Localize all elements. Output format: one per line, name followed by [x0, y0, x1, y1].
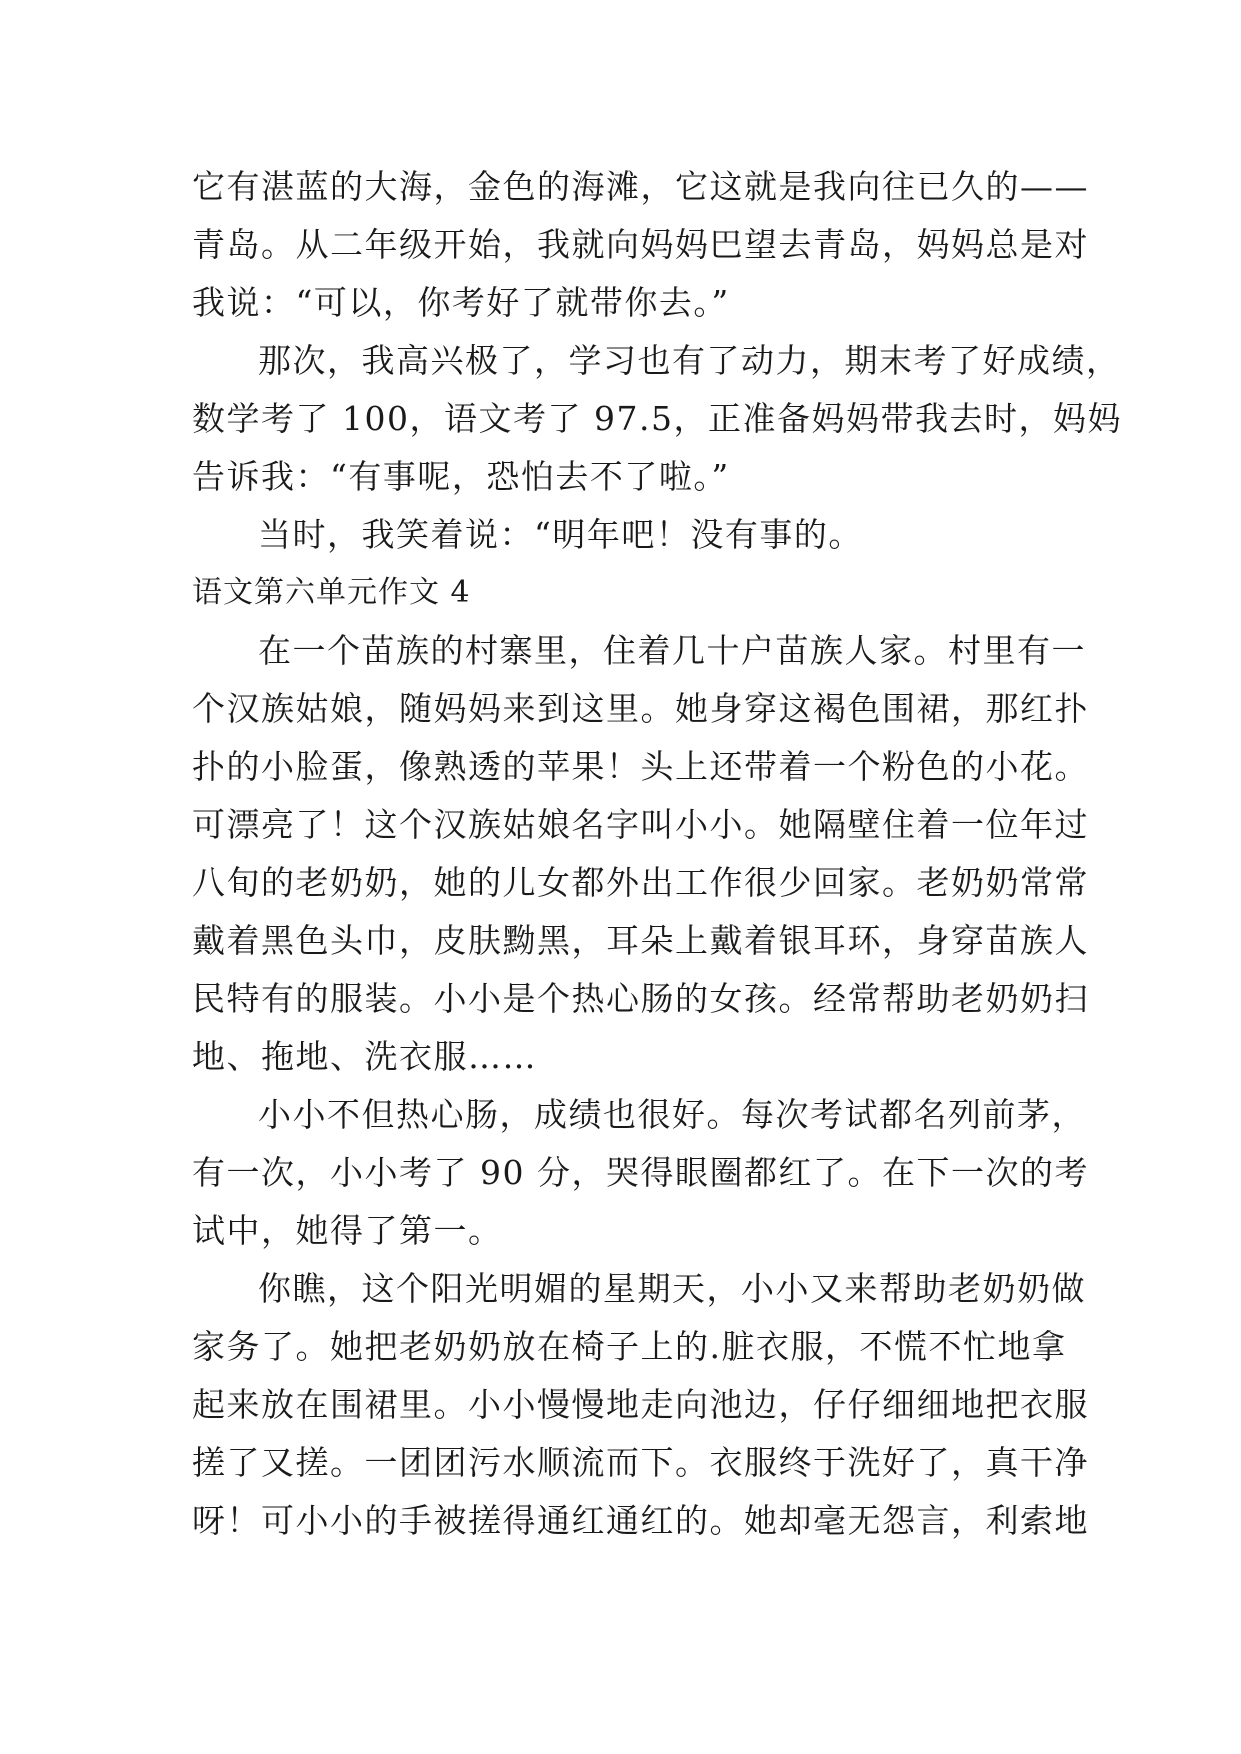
text-line: 搓了又搓。一团团污水顺流而下。衣服终于洗好了，真干净	[192, 1443, 1089, 1482]
text-line: 我说：“可以，你考好了就带你去。”	[192, 283, 730, 322]
section-heading: 语文第六单元作文 4	[192, 575, 471, 610]
paragraph-1	[192, 158, 1089, 332]
text-line: 戴着黑色头巾，皮肤黝黑，耳朵上戴着银耳环，身穿苗族人	[192, 921, 1089, 960]
document-body	[192, 158, 1122, 1550]
text-line: 个汉族姑娘，随妈妈来到这里。她身穿这褐色围裙，那红扑	[192, 689, 1089, 728]
text-line: 告诉我：“有事呢，恐怕去不了啦。”	[192, 457, 730, 496]
text-line: 那次，我高兴极了，学习也有了动力，期末考了好成绩，	[258, 341, 1121, 380]
text-line: 地、拖地、洗衣服……	[192, 1037, 537, 1076]
text-line: 当时，我笑着说：“明年吧！没有事的。	[258, 515, 863, 554]
text-line: 你瞧，这个阳光明媚的星期天，小小又来帮助老奶奶做	[258, 1269, 1086, 1308]
text-line: 家务了。她把老奶奶放在椅子上的.脏衣服，不慌不忙地拿	[192, 1327, 1067, 1366]
text-line: 起来放在围裙里。小小慢慢地走向池边，仔仔细细地把衣服	[192, 1385, 1089, 1424]
text-line: 可漂亮了！这个汉族姑娘名字叫小小。她隔壁住着一位年过	[192, 805, 1089, 844]
text-line: 试中，她得了第一。	[192, 1211, 503, 1250]
text-line: 在一个苗族的村寨里，住着几十户苗族人家。村里有一	[258, 631, 1086, 670]
text-line: 它有湛蓝的大海，金色的海滩，它这就是我向往已久的——	[192, 167, 1089, 206]
text-line: 数学考了 100，语文考了 97.5，正准备妈妈带我去时，妈妈	[192, 399, 1122, 438]
text-line: 扑的小脸蛋，像熟透的苹果！头上还带着一个粉色的小花。	[192, 747, 1089, 786]
paragraph-3	[192, 506, 1072, 564]
text-line: 民特有的服装。小小是个热心肠的女孩。经常帮助老奶奶扫	[192, 979, 1089, 1018]
paragraph-4	[192, 622, 1089, 1086]
text-line: 有一次，小小考了 90 分，哭得眼圈都红了。在下一次的考	[192, 1153, 1089, 1192]
paragraph-2	[192, 332, 1122, 506]
text-line: 青岛。从二年级开始，我就向妈妈巴望去青岛，妈妈总是对	[192, 225, 1089, 264]
text-line: 八旬的老奶奶，她的儿女都外出工作很少回家。老奶奶常常	[192, 863, 1089, 902]
paragraph-6	[192, 1260, 1089, 1550]
text-line: 小小不但热心肠，成绩也很好。每次考试都名列前茅，	[258, 1095, 1086, 1134]
paragraph-5	[192, 1086, 1089, 1260]
text-line: 呀！可小小的手被搓得通红通红的。她却毫无怨言，利索地	[192, 1501, 1089, 1540]
